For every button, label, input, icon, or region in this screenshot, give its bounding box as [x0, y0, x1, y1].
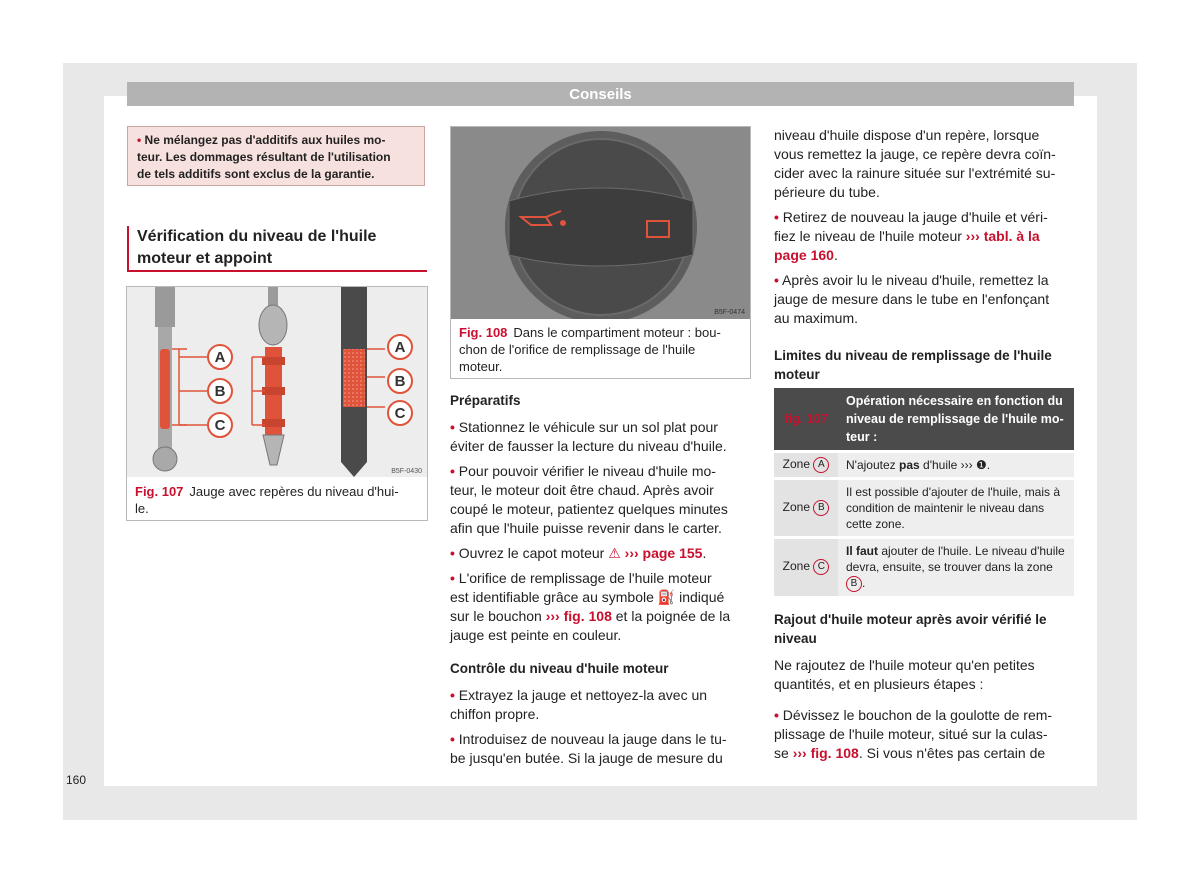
right-column — [774, 126, 1074, 392]
oil-cap-illustration — [451, 127, 750, 319]
heading-preparation: Préparatifs — [450, 393, 521, 408]
table-row: Zone C Il faut ajouter de l'huile. Le niveau d'huile devra, ensuite, se trouver dans la zone B . — [774, 538, 1074, 596]
table-link[interactable]: ››› tabl. à la page 160 — [774, 228, 1040, 263]
caption-text: moteur. — [459, 359, 503, 374]
oil-level-table — [774, 388, 1074, 596]
label-A: A — [394, 339, 406, 356]
list-item: • Stationnez le véhicule sur un sol plat pour éviter de fausser la lecture du niveau d'huile. — [450, 419, 727, 454]
list-item: • Ouvrez le capot moteur ⚠ ››› page 155. — [450, 545, 707, 561]
figure-caption — [127, 477, 427, 517]
section-divider — [127, 270, 427, 272]
section-title — [127, 226, 435, 270]
list-item: • Après avoir lu le niveau d'huile, remettez la jauge de mesure dans le tube en l'enfonçant au maximum. — [774, 272, 1050, 326]
caption-text: Dans le compartiment moteur : bou- — [513, 325, 721, 340]
dipstick-illustration — [127, 287, 427, 477]
heading-limits: Limites du niveau de remplissage de l'huile moteur — [774, 348, 1052, 382]
caption-text: le. — [135, 501, 149, 516]
table-row: Zone B Il est possible d'ajouter de l'huile, mais à condition de maintenir le niveau dans cette zone. — [774, 479, 1074, 538]
label-C: C — [394, 405, 406, 422]
caption-text: Jauge avec repères du niveau d'hui- — [189, 484, 399, 499]
figure-code: B5F-0474 — [714, 309, 745, 316]
figure-link[interactable]: ››› fig. 108 — [545, 608, 612, 624]
notice-line: Ne mélangez pas d'additifs aux huiles mo- — [144, 133, 386, 147]
figure-107 — [126, 286, 428, 521]
list-item: • Extrayez la jauge et nettoyez-la avec un chiffon propre. — [450, 687, 708, 722]
label-B: B — [394, 373, 406, 390]
figure-108 — [450, 126, 751, 379]
heading-control: Contrôle du niveau d'huile moteur — [450, 661, 669, 676]
paragraph: niveau d'huile dispose d'un repère, lorsque vous remettez la jauge, ce repère devra coïn- cider avec la rainure située sur l'extrémité su- périeure du tube. — [774, 127, 1056, 200]
figure-link[interactable]: ››› fig. 108 — [792, 745, 859, 761]
list-item: • Retirez de nouveau la jauge d'huile et véri- fiez le niveau de l'huile moteur ››› tabl. à la page 160. — [774, 209, 1048, 263]
label-B: B — [214, 383, 226, 400]
section-title-line: Vérification du niveau de l'huile — [137, 228, 377, 245]
table-header-figure[interactable]: fig. 107 — [774, 388, 838, 452]
paragraph: Ne rajoutez de l'huile moteur qu'en petites quantités, et en plusieurs étapes : — [774, 657, 1035, 692]
bullet-icon: • — [137, 133, 142, 147]
oil-can-icon: ⛽ — [657, 589, 676, 605]
section-title-line: moteur et appoint — [137, 250, 273, 267]
right-column-lower — [774, 610, 1074, 769]
figure-caption — [451, 319, 750, 375]
list-item: • L'orifice de remplissage de l'huile moteur est identifiable grâce au symbole ⛽ indiqué sur le bouchon ››› fig. 108 et la poignée de la jauge est peinte en couleur. — [450, 570, 731, 643]
warning-notice — [127, 126, 425, 186]
figure-code: B5F-0430 — [391, 468, 422, 475]
list-item: • Pour pouvoir vérifier le niveau d'huile mo- teur, le moteur doit être chaud. Après avoir coupé le moteur, patientez quelques minutes afin que l'huile puisse revenir dans le carter. — [450, 463, 728, 536]
list-item: • Dévissez le bouchon de la goulotte de rem- plissage de l'huile moteur, situé sur la culas- se ››› fig. 108. Si vous n'êtes pas certain de — [774, 707, 1053, 761]
section-header: Conseils — [127, 82, 1074, 106]
table-row: Zone A N'ajoutez pas d'huile ››› ❶. — [774, 452, 1074, 479]
alert-icon: ❶ — [976, 458, 987, 472]
notice-line: teur. Les dommages résultant de l'utilisation — [137, 150, 391, 164]
page-number: 160 — [66, 773, 87, 787]
label-C: C — [214, 417, 226, 434]
heading-add-oil: Rajout d'huile moteur après avoir vérifié le niveau — [774, 612, 1047, 646]
label-A: A — [214, 349, 226, 366]
table-header-operation: Opération nécessaire en fonction du niveau de remplissage de l'huile mo-teur : — [838, 388, 1074, 452]
page-link[interactable]: ››› page 155 — [624, 545, 703, 561]
list-item: • Introduisez de nouveau la jauge dans le tu- be jusqu'en butée. Si la jauge de mesure du — [450, 731, 727, 766]
notice-line: de tels additifs sont exclus de la garantie. — [137, 167, 375, 181]
warning-triangle-icon: ⚠ — [608, 545, 621, 561]
figure-number: Fig. 108 — [459, 325, 508, 340]
caption-text: chon de l'orifice de remplissage de l'huile — [459, 342, 696, 357]
figure-number: Fig. 107 — [135, 484, 184, 499]
middle-column — [450, 391, 750, 774]
